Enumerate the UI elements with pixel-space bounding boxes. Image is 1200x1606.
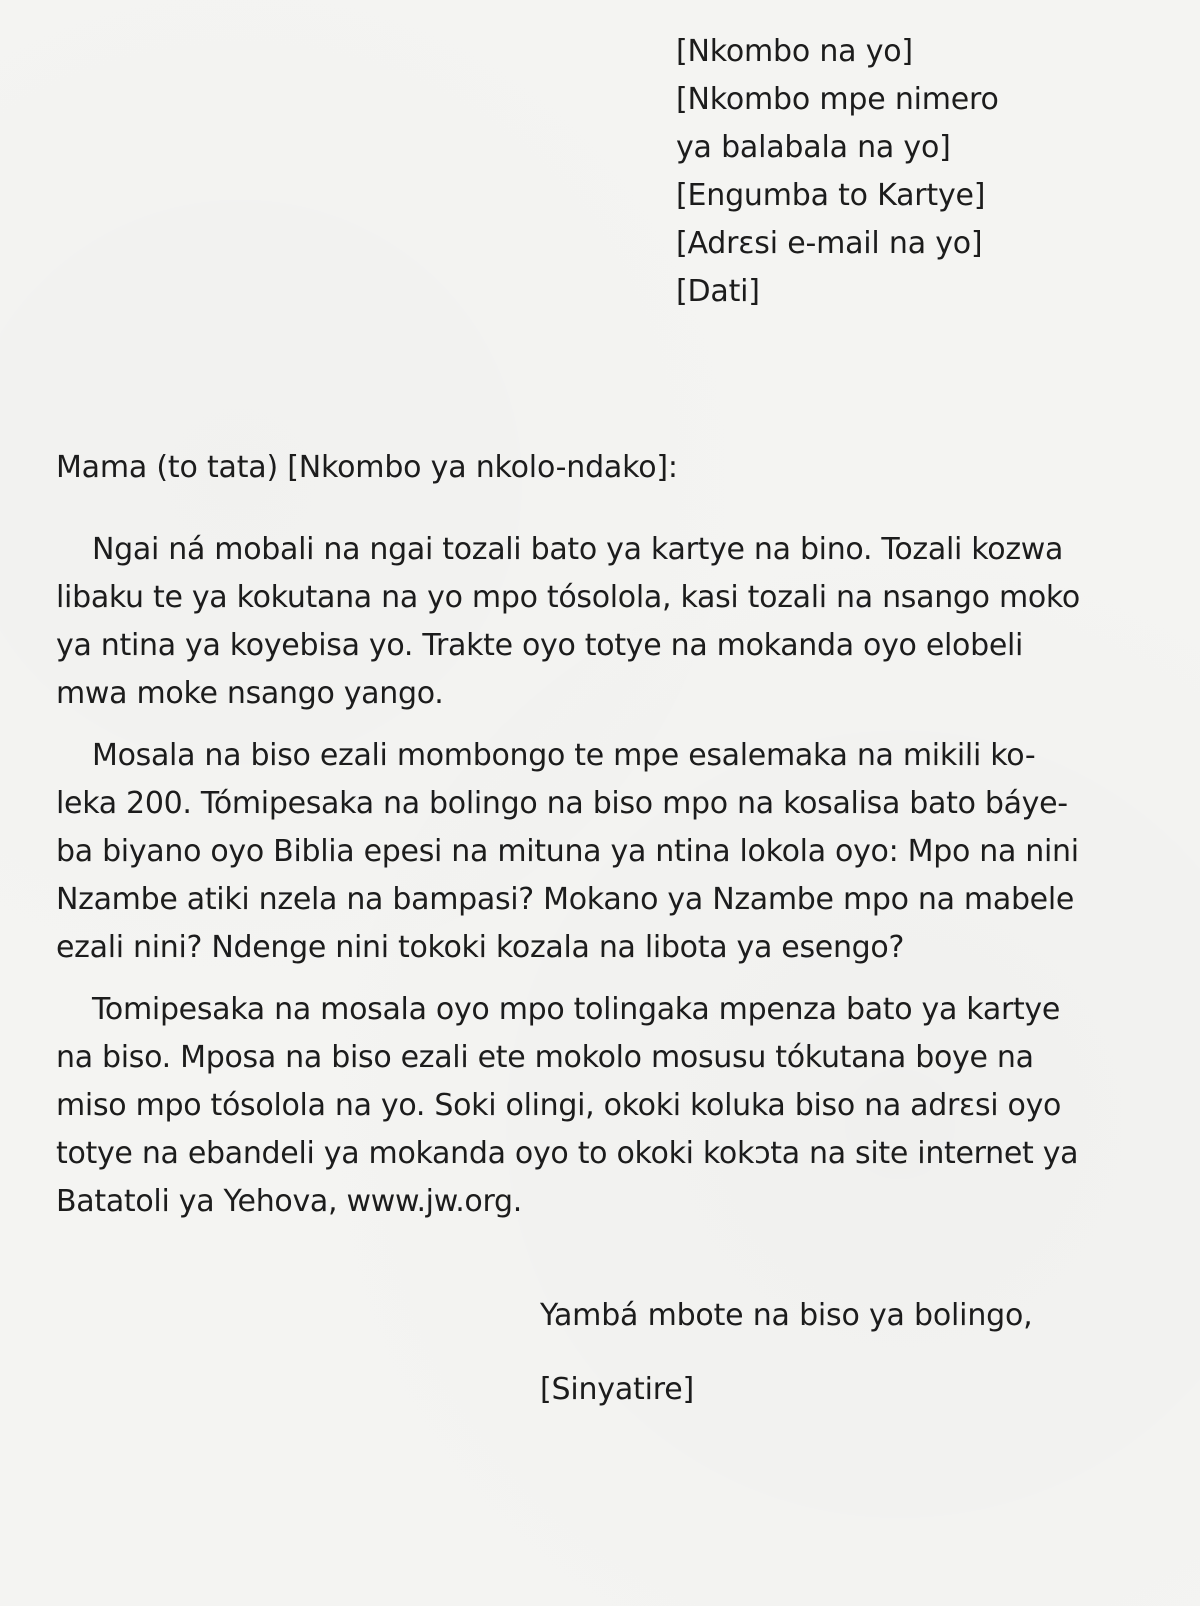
paragraph-line: miso mpo tósolola na yo. Soki olingi, okoki koluka biso na adrɛsi oyo xyxy=(56,1088,1062,1123)
paragraph-line: libaku te ya kokutana na yo mpo tósolola, kasi tozali na nsango moko xyxy=(56,580,1080,615)
closing-phrase: Yambá mbote na biso ya bolingo, xyxy=(540,1298,1033,1333)
signature-placeholder: [Sinyatire] xyxy=(540,1372,694,1407)
paragraph-line: Mosala na biso ezali mombongo te mpe esalemaka na mikili ko- xyxy=(92,738,1036,773)
paragraph-line: ba biyano oyo Biblia epesi na mituna ya ntina lokola oyo: Mpo na nini xyxy=(56,834,1079,869)
sender-street-line-1: [Nkombo mpe nimero xyxy=(676,82,999,117)
paragraph-3 xyxy=(56,986,1148,1226)
letter-body xyxy=(56,526,1148,1240)
paragraph-line: ezali nini? Ndenge nini tokoki kozala na libota ya esengo? xyxy=(56,930,905,965)
paragraph-line: Ngai ná mobali na ngai tozali bato ya kartye na bino. Tozali kozwa xyxy=(92,532,1064,567)
sender-email: [Adrɛsi e-mail na yo] xyxy=(676,226,983,261)
paragraph-line: ya ntina ya koyebisa yo. Trakte oyo totye na mokanda oyo elobeli xyxy=(56,628,1024,663)
paragraph-line: Nzambe atiki nzela na bampasi? Mokano ya Nzambe mpo na mabele xyxy=(56,882,1075,917)
sender-name: [Nkombo na yo] xyxy=(676,34,913,69)
paragraph-1 xyxy=(56,526,1148,718)
paragraph-2 xyxy=(56,732,1148,972)
paragraph-line: na biso. Mposa na biso ezali ete mokolo mosusu tókutana boye na xyxy=(56,1040,1034,1075)
sender-street-line-2: ya balabala na yo] xyxy=(676,130,951,165)
paragraph-line: mwa moke nsango yango. xyxy=(56,676,444,711)
salutation: Mama (to tata) [Nkombo ya nkolo-ndako]: xyxy=(56,450,678,485)
paragraph-line: Batatoli ya Yehova, www.jw.org. xyxy=(56,1184,522,1219)
sender-address-block xyxy=(676,28,1156,316)
paragraph-line: leka 200. Tómipesaka na bolingo na biso mpo na kosalisa bato báye- xyxy=(56,786,1068,821)
paragraph-line: Tomipesaka na mosala oyo mpo tolingaka mpenza bato ya kartye xyxy=(92,992,1061,1027)
letter-date: [Dati] xyxy=(676,274,760,309)
sender-city: [Engumba to Kartye] xyxy=(676,178,986,213)
paragraph-line: totye na ebandeli ya mokanda oyo to okoki kokɔta na site internet ya xyxy=(56,1136,1079,1171)
